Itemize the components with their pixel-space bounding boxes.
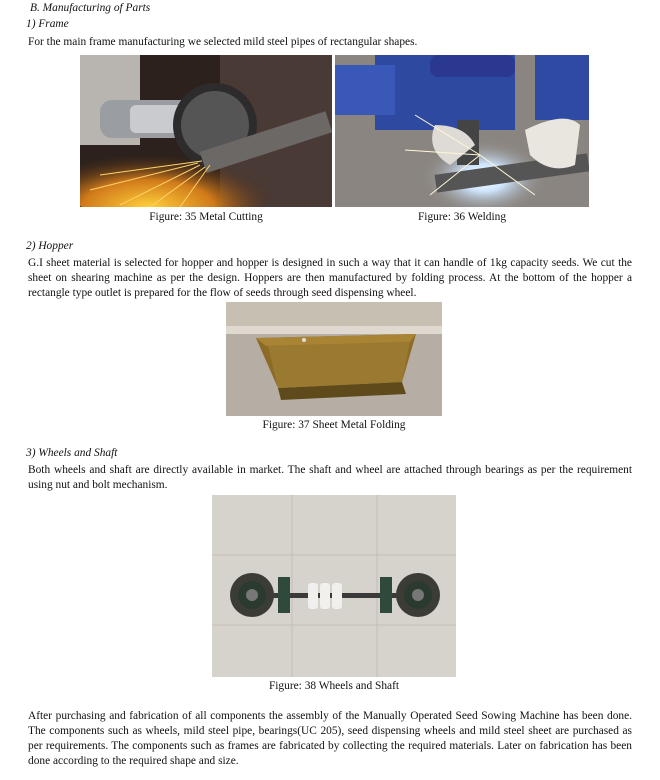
fig36-caption: Figure: 36 Welding xyxy=(417,211,507,223)
sheet-metal-folding-photo xyxy=(226,302,442,416)
fig38-caption: Figure: 38 Wheels and Shaft xyxy=(268,680,400,692)
fig35-caption: Figure: 35 Metal Cutting xyxy=(149,211,263,223)
metal-cutting-photo xyxy=(80,55,332,207)
wheels-heading: 3) Wheels and Shaft xyxy=(26,447,118,459)
hopper-heading: 2) Hopper xyxy=(26,240,74,252)
frame-heading: 1) Frame xyxy=(26,18,69,30)
welding-photo xyxy=(335,55,589,207)
section-heading: B. Manufacturing of Parts xyxy=(30,2,151,14)
hopper-text: G.I sheet material is selected for hopper and hopper is designed in such a way that it can handle of 1kg capacity seeds. We cut the sheet on shearing machine as per the design. Hoppers are then manufactured by folding process. At the bottom of the hopper a rectangle type outlet is prepared for the flow of seeds through seed dispensing wheel. xyxy=(28,257,632,299)
fig37-caption: Figure: 37 Sheet Metal Folding xyxy=(262,419,406,431)
wheels-text: Both wheels and shaft are directly available in market. The shaft and wheel are attached through bearings as per the requirement using nut and bolt mechanism. xyxy=(28,464,632,491)
frame-text: For the main frame manufacturing we selected mild steel pipes of rectangular shapes. xyxy=(28,36,418,48)
wheels-shaft-photo xyxy=(212,495,456,677)
closing-text: After purchasing and fabrication of all components the assembly of the Manually Operated Seed Sowing Machine has been done. The components such as wheels, mild steel pipe, bearings(UC 205), seed dispensing wheels and mild steel sheet are purchased as per requirements. The components such as frames are fabricated by collecting the required materials. Later on fabrication has been done according to the required shape and size. xyxy=(28,710,632,767)
